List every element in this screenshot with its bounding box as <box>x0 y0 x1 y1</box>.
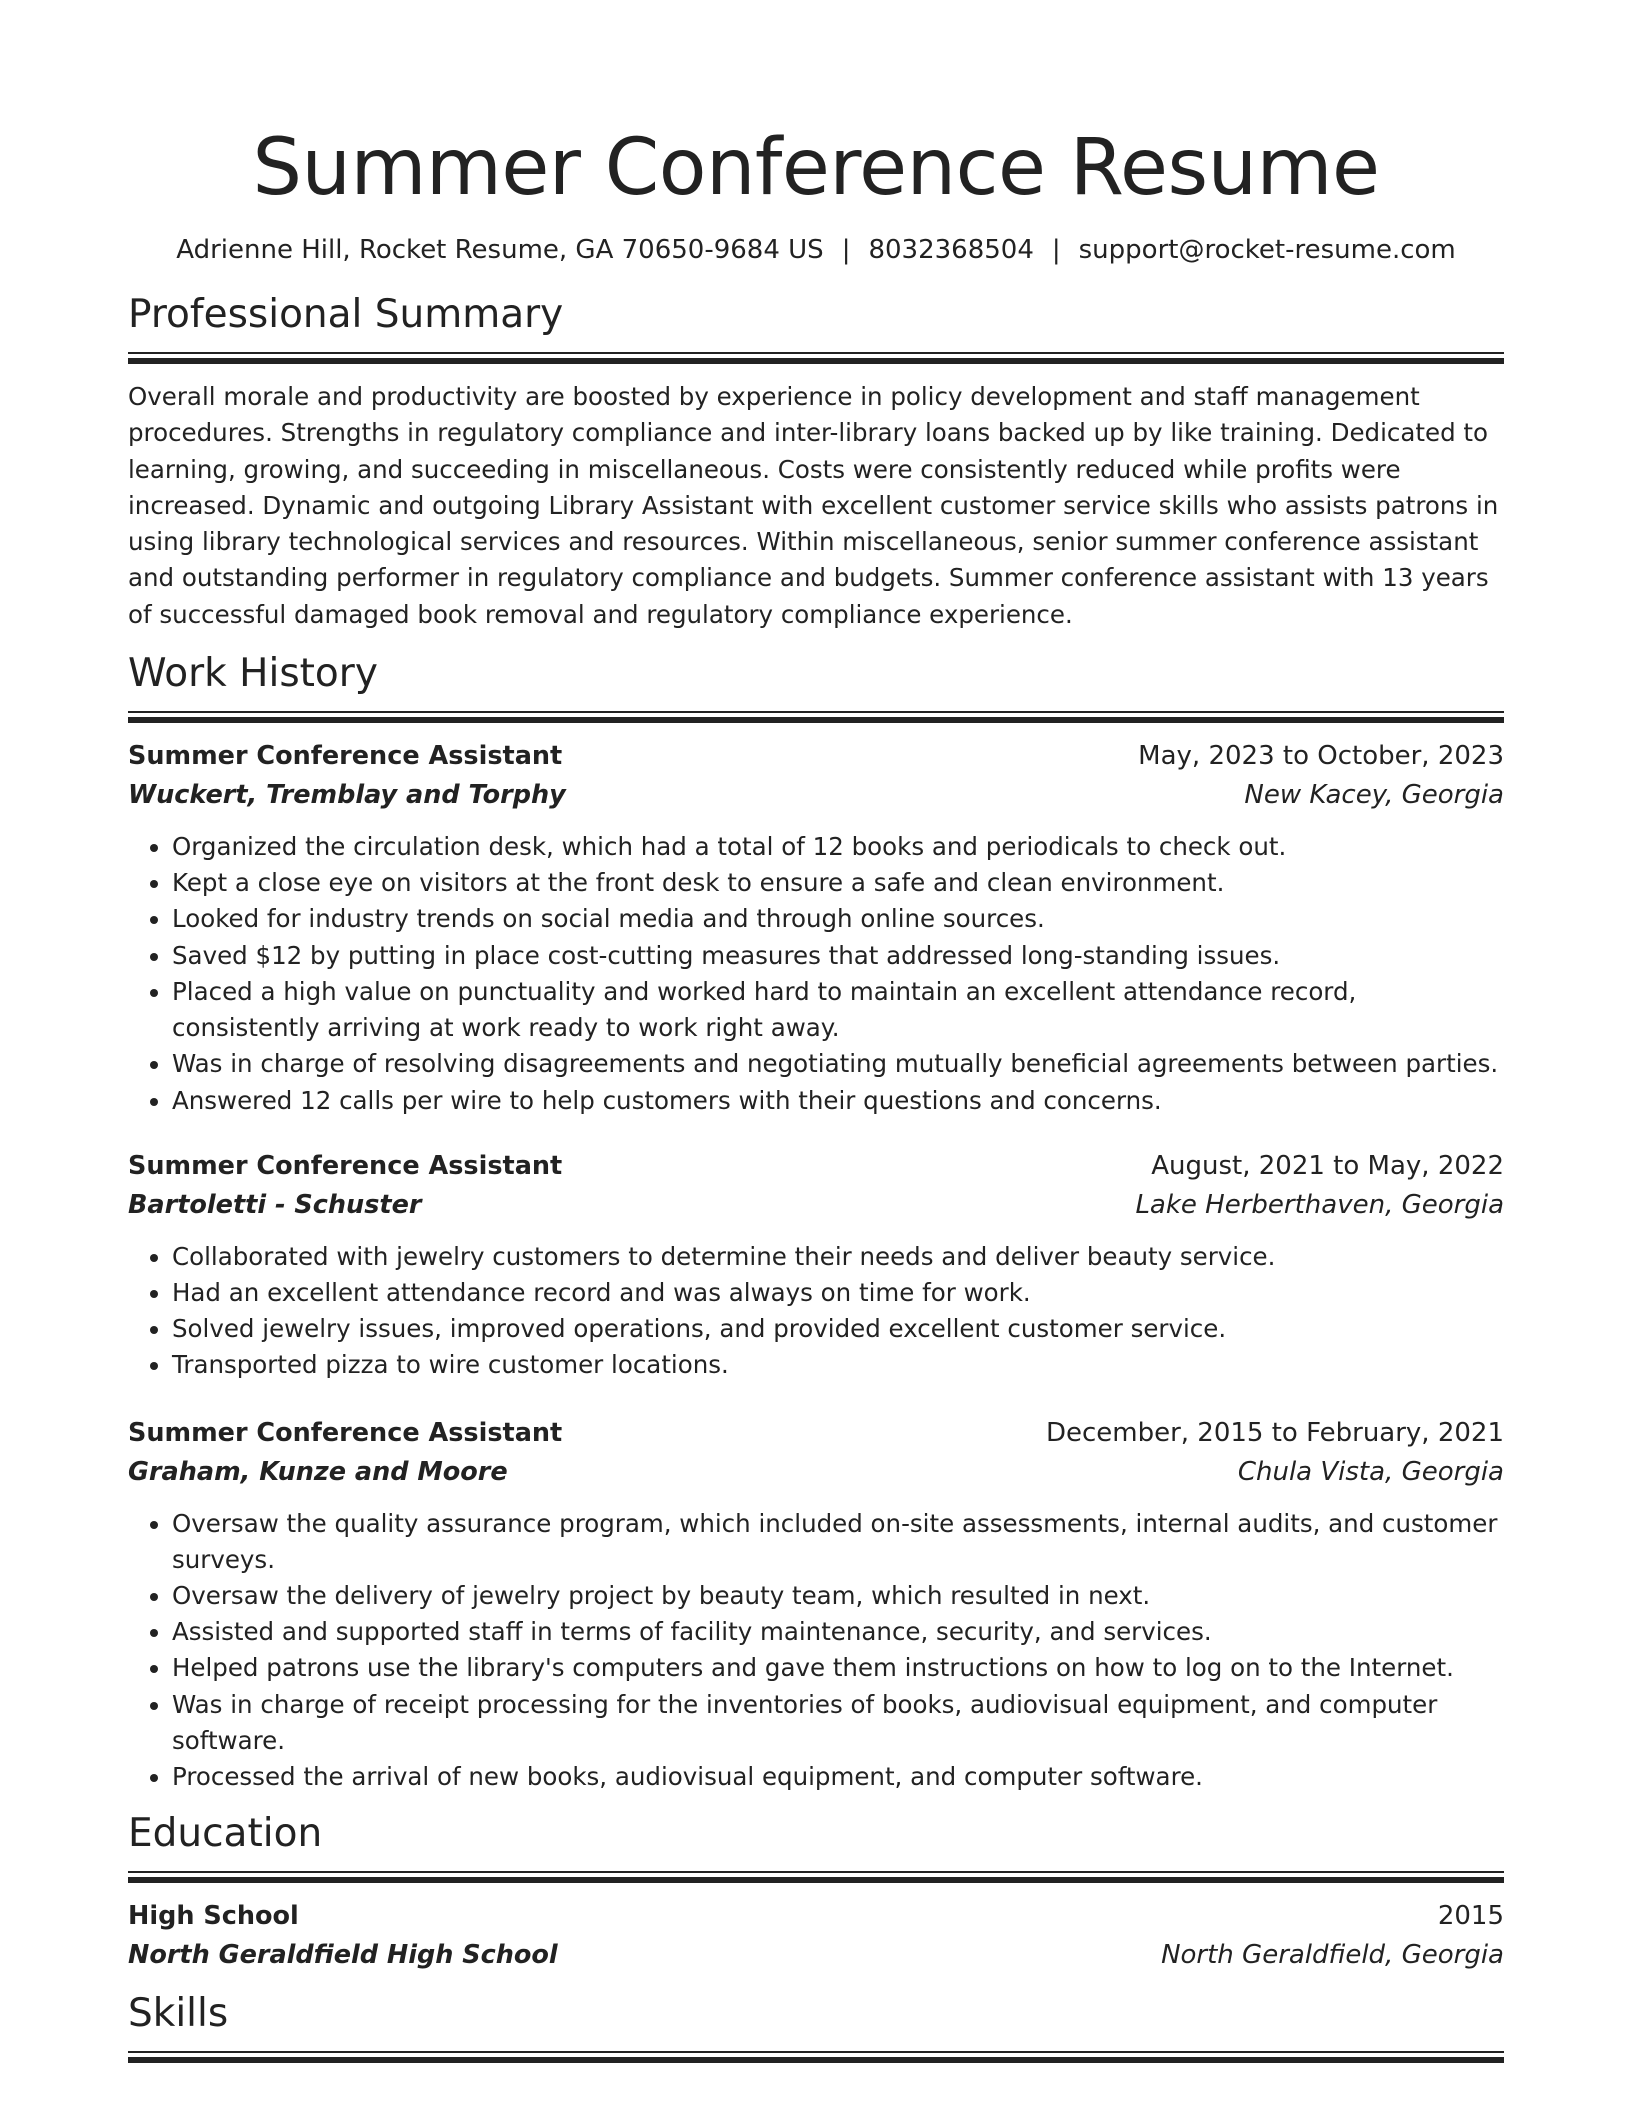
contact-phone: 8032368504 <box>868 235 1034 265</box>
section-divider <box>128 352 1504 364</box>
job-bullet: • Transported pizza to wire customer locations. <box>172 1347 1504 1383</box>
section-heading-work-history: Work History <box>128 651 378 697</box>
contact-address: Adrienne Hill, Rocket Resume, GA 70650-9684 US <box>176 235 824 265</box>
contact-separator: | <box>841 235 851 265</box>
job-bullet: • Helped patrons use the library's computers and gave them instructions on how to log on to the Internet. <box>172 1650 1504 1686</box>
job-title: Summer Conference Assistant <box>128 741 563 772</box>
job-bullet: • Oversaw the delivery of jewelry project by beauty team, which resulted in next. <box>172 1578 1504 1614</box>
education-year: 2015 <box>1437 1901 1504 1932</box>
job-bullet: • Looked for industry trends on social media and through online sources. <box>172 901 1504 937</box>
resume-page <box>128 120 1504 2063</box>
job-header-row <box>128 737 1504 776</box>
skills-section <box>128 1989 1504 2063</box>
section-divider <box>128 2051 1504 2063</box>
job-title: Summer Conference Assistant <box>128 1417 563 1448</box>
summary-section <box>128 290 1504 633</box>
summary-text: Overall morale and productivity are boosted by experience in policy development and staff management procedures. Strengths in regulatory compliance and inter-library loans backed up by like training. Dedicated to learning, growing, and succeeding in miscellaneous. Costs were consistently reduced while profits were increased. Dynamic and outgoing Library Assistant with excellent customer service skills who assists patrons in using library technological services and resources. Within miscellaneous, senior summer conference assistant and outstanding performer in regulatory compliance and budgets. Summer conference assistant with 13 years of successful damaged book removal and regulatory compliance experience. <box>128 382 1499 629</box>
job-bullet: • Saved $12 by putting in place cost-cutting measures that addressed long-standing issues. <box>172 938 1504 974</box>
job-bullet: • Was in charge of receipt processing for the inventories of books, audiovisual equipment, and computer software. <box>172 1687 1504 1759</box>
job-bullet: • Organized the circulation desk, which had a total of 12 books and periodicals to check out. <box>172 829 1504 865</box>
job-company: Wuckert, Tremblay and Torphy <box>128 780 566 811</box>
section-heading-skills: Skills <box>128 1991 229 2037</box>
job-bullet: • Collaborated with jewelry customers to determine their needs and deliver beauty service. <box>172 1239 1504 1275</box>
job-dates: May, 2023 to October, 2023 <box>1138 741 1504 772</box>
job-company: Bartoletti - Schuster <box>128 1189 422 1220</box>
job-bullet: • Answered 12 calls per wire to help customers with their questions and concerns. <box>172 1083 1504 1119</box>
job-company-row <box>128 776 1504 815</box>
job-location: Lake Herberthaven, Georgia <box>1135 1189 1504 1220</box>
contact-line <box>128 232 1504 268</box>
job-dates: December, 2015 to February, 2021 <box>1045 1417 1504 1448</box>
job-bullet: • Kept a close eye on visitors at the front desk to ensure a safe and clean environment. <box>172 865 1504 901</box>
contact-separator: | <box>1051 235 1061 265</box>
education-header-row <box>128 1897 1504 1936</box>
resume-title: Summer Conference Resume <box>252 123 1380 213</box>
job-bullet: • Had an excellent attendance record and was always on time for work. <box>172 1275 1504 1311</box>
job-company: Graham, Kunze and Moore <box>128 1456 508 1487</box>
education-location: North Geraldfield, Georgia <box>1161 1940 1504 1971</box>
job-bullet: • Solved jewelry issues, improved operations, and provided excellent customer service. <box>172 1311 1504 1347</box>
section-divider <box>128 711 1504 723</box>
job-bullet: • Was in charge of resolving disagreements and negotiating mutually beneficial agreements between parties. <box>172 1046 1504 1082</box>
education-school-row <box>128 1936 1504 1975</box>
work-history-section <box>128 649 1504 1795</box>
section-heading-education: Education <box>128 1811 323 1857</box>
job-entry <box>128 737 1504 1119</box>
education-section <box>128 1809 1504 1975</box>
section-heading-summary: Professional Summary <box>128 292 564 337</box>
contact-email: support@rocket-resume.com <box>1078 235 1456 265</box>
section-divider <box>128 1871 1504 1883</box>
job-header-row <box>128 1414 1504 1453</box>
job-bullet-list <box>128 1506 1504 1796</box>
job-header-row <box>128 1147 1504 1186</box>
job-location: Chula Vista, Georgia <box>1237 1456 1504 1487</box>
job-title: Summer Conference Assistant <box>128 1150 563 1181</box>
education-school: North Geraldfield High School <box>128 1940 558 1971</box>
job-bullet: • Processed the arrival of new books, audiovisual equipment, and computer software. <box>172 1759 1504 1795</box>
job-dates: August, 2021 to May, 2022 <box>1151 1150 1504 1181</box>
job-location: New Kacey, Georgia <box>1244 780 1504 811</box>
job-entry <box>128 1414 1504 1796</box>
education-degree: High School <box>128 1901 299 1932</box>
job-bullet: • Oversaw the quality assurance program, which included on-site assessments, internal audits, and customer surveys. <box>172 1506 1504 1578</box>
job-entry <box>128 1147 1504 1384</box>
job-bullet: • Assisted and supported staff in terms of facility maintenance, security, and services. <box>172 1614 1504 1650</box>
job-bullet-list <box>128 829 1504 1119</box>
job-company-row <box>128 1453 1504 1492</box>
job-bullet-list <box>128 1239 1504 1384</box>
job-bullet: • Placed a high value on punctuality and worked hard to maintain an excellent attendance record, consistently arriving at work ready to work right away. <box>172 974 1504 1046</box>
job-company-row <box>128 1186 1504 1225</box>
